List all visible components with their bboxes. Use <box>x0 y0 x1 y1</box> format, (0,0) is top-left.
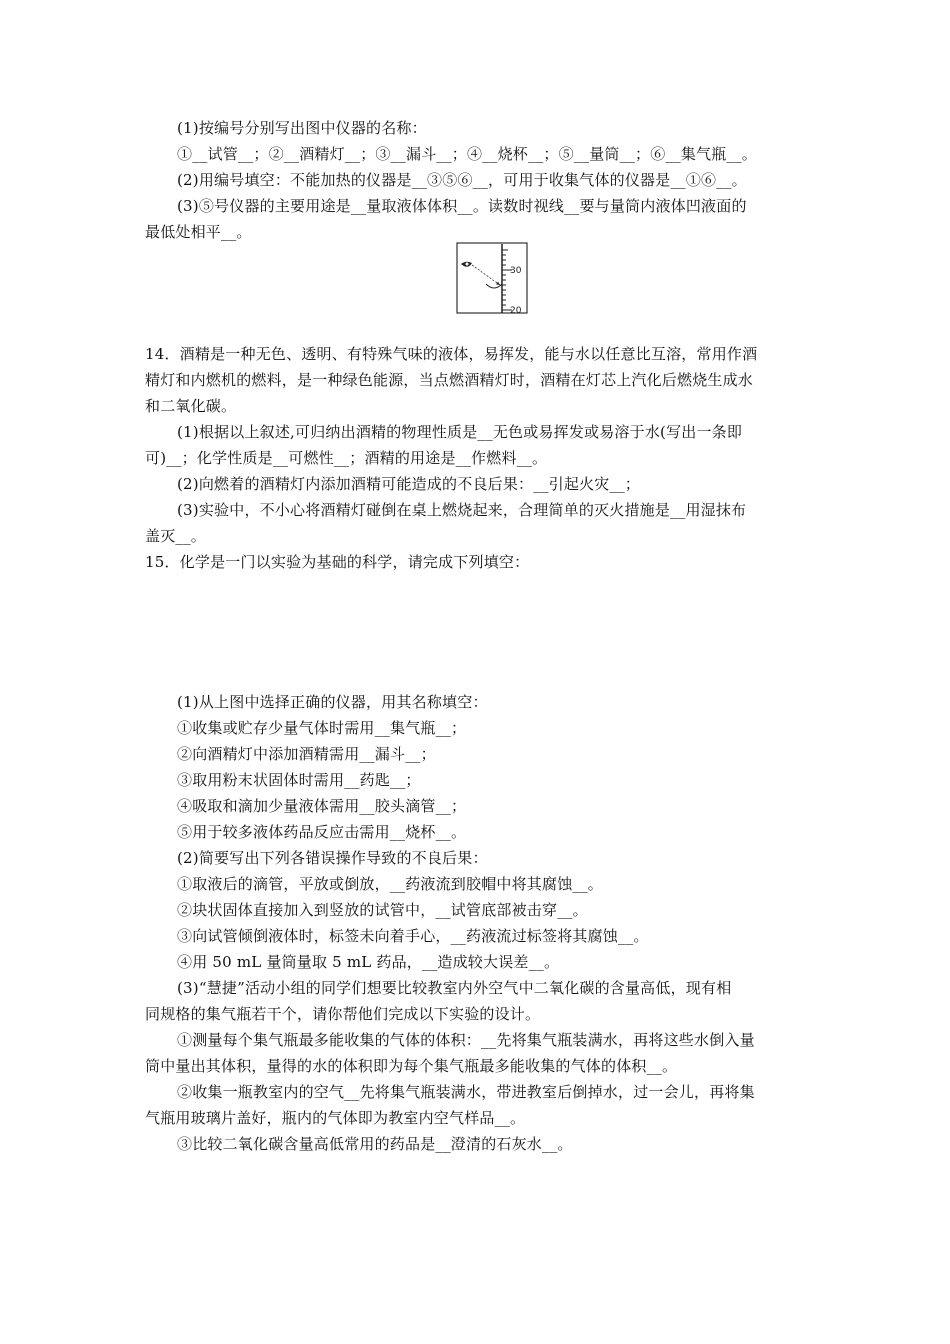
q14-part1-line2: 可)__；化学性质是__可燃性__；酒精的用途是__作燃料__。 <box>145 449 548 467</box>
q15-part1-item: ⑤用于较多液体药品反应击需用__烧杯__。 <box>177 823 467 841</box>
q15-part3-item3: ③比较二氧化碳含量高低常用的药品是__澄清的石灰水__。 <box>177 1135 573 1153</box>
q15-part2-item: ①取液后的滴管，平放或倒放，__药液流到胶帽中将其腐蚀__。 <box>177 875 604 893</box>
q15-part1-item: ①收集或贮存少量气体时需用__集气瓶__； <box>177 719 467 737</box>
q15-part2-item: ②块状固体直接加入到竖放的试管中，__试管底部被击穿__。 <box>177 901 588 919</box>
q14-intro-line3: 和二氧化碳。 <box>145 397 237 415</box>
q15-part1-item: ②向酒精灯中添加酒精需用__漏斗__； <box>177 745 436 763</box>
q13-part3-line2: 最低处相平__。 <box>145 223 252 241</box>
q15-part3-line1: (3)“慧捷”活动小组的同学们想要比较教室内外空气中二氧化碳的含量高低，现有相 <box>177 979 732 997</box>
q15-part3-item2-line2: 气瓶用玻璃片盖好，瓶内的气体即为教室内空气样品__。 <box>145 1109 526 1127</box>
q14-part3-line1: (3)实验中，不小心将酒精灯碰倒在桌上燃烧起来，合理简单的灭火措施是__用湿抹布 <box>177 501 747 519</box>
q15-part2-item: ④用 50 mL 量筒量取 5 mL 药品，__造成较大误差__。 <box>177 953 560 971</box>
q13-part1-answers: ①__试管__；②__酒精灯__；③__漏斗__；④__烧杯__；⑤__量筒__；⑥__集气瓶__。 <box>177 145 758 163</box>
q14-intro-line2: 精灯和内燃机的燃料，是一种绿色能源，当点燃酒精灯时，酒精在灯芯上汽化后燃烧生成水 <box>145 371 754 389</box>
q15-part3-item1-line1: ①测量每个集气瓶最多能收集的气体的体积：__先将集气瓶装满水，再将这些水倒入量 <box>177 1031 755 1049</box>
q15-part1-item: ③取用粉末状固体时需用__药匙__； <box>177 771 421 789</box>
tick-label-30: 30 <box>510 266 522 276</box>
q14-part1-line1: (1)根据以上叙述,可归纳出酒精的物理性质是__无色或易挥发或易溶于水(写出一条即 <box>177 423 743 441</box>
q14-part3-line2: 盖灭__。 <box>145 527 207 545</box>
q15-part3-item1-line2: 筒中量出其体积，量得的水的体积即为每个集气瓶最多能收集的气体的体积__。 <box>145 1057 678 1075</box>
tick-label-20: 20 <box>510 306 522 314</box>
q15-part1-item: ④吸取和滴加少量液体需用__胶头滴管__； <box>177 797 467 815</box>
figure-frame <box>457 243 527 313</box>
q15-intro: 15．化学是一门以实验为基础的科学，请完成下列填空： <box>145 553 530 571</box>
q13-part2: (2)用编号填空：不能加热的仪器是__③⑤⑥__，可用于收集气体的仪器是__①⑥__。 <box>177 171 747 189</box>
q13-part1-title: (1)按编号分别写出图中仪器的名称： <box>177 119 427 137</box>
q15-part1-title: (1)从上图中选择正确的仪器，用其名称填空： <box>177 693 488 711</box>
q13-part3-line1: (3)⑤号仪器的主要用途是__量取液体体积__。读数时视线__要与量筒内液体凹液面的 <box>177 197 747 215</box>
q15-part2-title: (2)简要写出下列各错误操作导致的不良后果： <box>177 849 488 867</box>
q14-part2: (2)向燃着的酒精灯内添加酒精可能造成的不良后果：__引起火灾__； <box>177 475 641 493</box>
graduated-cylinder-figure <box>456 242 528 314</box>
cylinder-reading-diagram <box>456 242 528 314</box>
q14-intro-line1: 14．酒精是一种无色、透明、有特殊气味的液体，易挥发，能与水以任意比互溶，常用作酒 <box>145 345 758 363</box>
q15-part2-item: ③向试管倾倒液体时，标签未向着手心，__药液流过标签将其腐蚀__。 <box>177 927 649 945</box>
q15-part3-item2-line1: ②收集一瓶教室内的空气__先将集气瓶装满水，带进教室后倒掉水，过一会儿，再将集 <box>177 1083 755 1101</box>
q15-part3-line2: 同规格的集气瓶若干个，请你帮他们完成以下实验的设计。 <box>145 1005 541 1023</box>
